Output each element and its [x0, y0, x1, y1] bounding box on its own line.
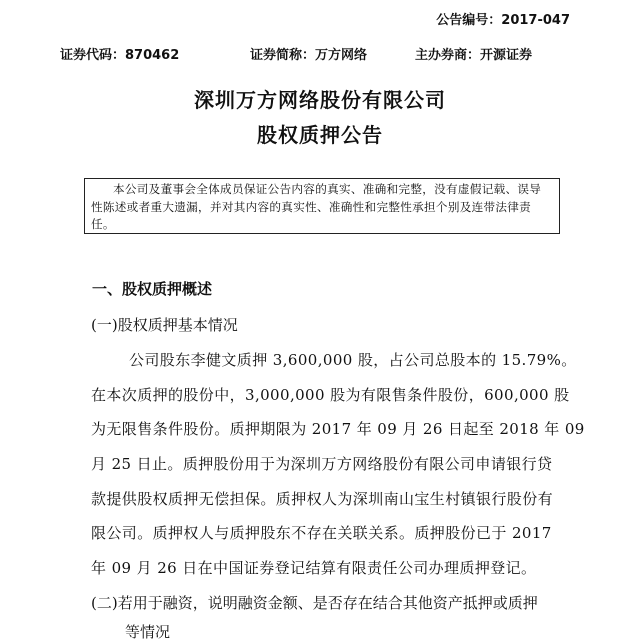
disclaimer-text: 本公司及董事会全体成员保证公告内容的真实、准确和完整，没有虚假记载、误导性陈述或者重大遗漏，并对其内容的真实性、准确性和完整性承担个别及连带法律责任。 [91, 182, 542, 231]
subsection-heading-2-continued: 等情况 [125, 623, 171, 641]
paragraph-line: 在本次质押的股份中，3,000,000 股为有限售条件股份，600,000 股 [91, 386, 570, 404]
paragraph-line: 公司股东李健文质押 3,600,000 股，占公司总股本的 15.79%。 [129, 351, 577, 369]
subsection-heading-1: (一)股权质押基本情况 [91, 316, 238, 334]
section-heading: 一、股权质押概述 [92, 280, 213, 298]
disclaimer-box [84, 178, 560, 234]
paragraph-line: 限公司。质押权人与质押股东不存在关联关系。质押股份已于 2017 [91, 524, 552, 542]
announcement-number: 公告编号：2017-047 [436, 13, 570, 28]
document-title: 股权质押公告 [257, 123, 383, 147]
subsection-heading-2: (二)若用于融资，说明融资金额、是否存在结合其他资产抵押或质押 [91, 594, 538, 612]
security-code: 证券代码：870462 [60, 48, 180, 63]
paragraph-line: 为无限售条件股份。质押期限为 2017 年 09 月 26 日起至 2018 年 09 [91, 420, 585, 438]
broker: 主办券商：开源证券 [415, 48, 533, 63]
company-title: 深圳万方网络股份有限公司 [194, 88, 446, 112]
paragraph-line: 款提供股权质押无偿担保。质押权人为深圳南山宝生村镇银行股份有 [91, 490, 554, 508]
paragraph-line: 年 09 月 26 日在中国证券登记结算有限责任公司办理质押登记。 [91, 559, 537, 577]
security-name: 证券简称：万方网络 [250, 48, 368, 63]
paragraph-line: 月 25 日止。质押股份用于为深圳万方网络股份有限公司申请银行贷 [91, 455, 553, 473]
